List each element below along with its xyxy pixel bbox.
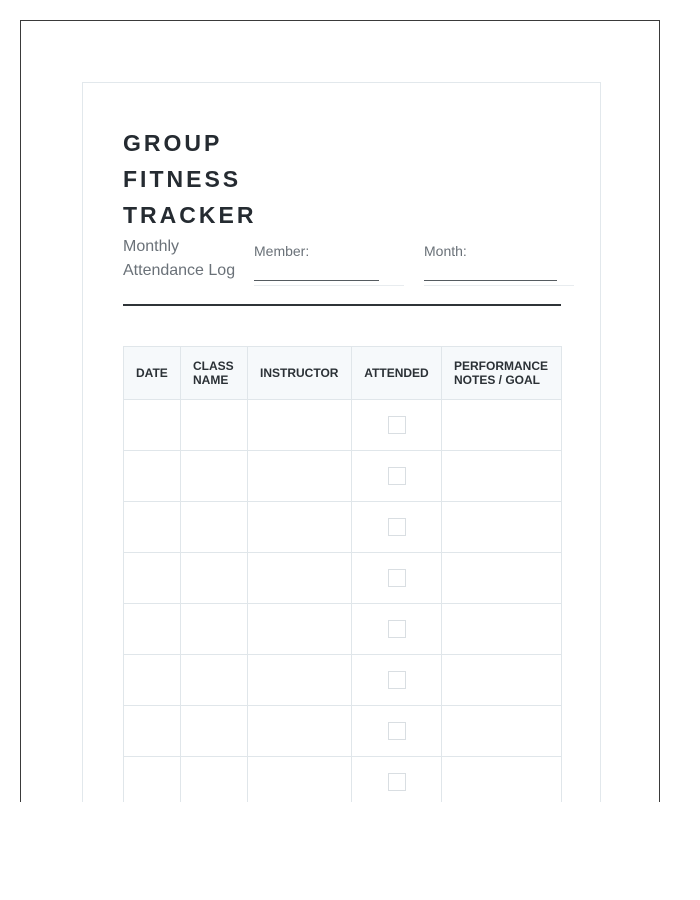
month-label: Month: [424,243,467,259]
month-input-line[interactable] [424,271,574,286]
date-cell[interactable] [124,604,181,655]
header-date: DATE [124,347,181,400]
header-class-name [181,347,248,400]
notes-cell[interactable] [442,451,562,502]
table-row [124,502,562,553]
notes-cell[interactable] [442,604,562,655]
table-row [124,757,562,803]
instructor-cell[interactable] [248,502,352,553]
page-title [123,125,256,233]
class-name-cell[interactable] [181,553,248,604]
date-cell[interactable] [124,706,181,757]
attended-cell[interactable] [352,451,442,502]
table-row [124,655,562,706]
date-cell[interactable] [124,757,181,803]
attendance-table [123,346,562,802]
date-cell[interactable] [124,502,181,553]
attended-cell[interactable] [352,502,442,553]
attended-checkbox[interactable] [388,518,406,536]
table-row [124,604,562,655]
class-name-cell[interactable] [181,502,248,553]
page-subtitle: Monthly Attendance Log [123,238,236,279]
notes-cell[interactable] [442,757,562,803]
instructor-cell[interactable] [248,604,352,655]
class-name-cell[interactable] [181,655,248,706]
attended-checkbox[interactable] [388,569,406,587]
attended-cell[interactable] [352,400,442,451]
attended-cell[interactable] [352,706,442,757]
instructor-cell[interactable] [248,706,352,757]
date-cell[interactable] [124,655,181,706]
header-notes-text: PERFORMANCE NOTES / GOAL [454,359,549,387]
instructor-cell[interactable] [248,451,352,502]
class-name-cell[interactable] [181,604,248,655]
instructor-cell[interactable] [248,655,352,706]
notes-cell[interactable] [442,655,562,706]
attended-checkbox[interactable] [388,773,406,791]
member-label: Member: [254,243,310,259]
title-line-3: TRACKER [123,202,257,228]
table-row [124,706,562,757]
notes-cell[interactable] [442,502,562,553]
header-instructor: INSTRUCTOR [248,347,352,400]
notes-cell[interactable] [442,706,562,757]
class-name-cell[interactable] [181,757,248,803]
attended-checkbox[interactable] [388,671,406,689]
tracker-sheet [82,82,601,802]
header-class-name-text: CLASS NAME [193,359,234,387]
attended-cell[interactable] [352,757,442,803]
date-cell[interactable] [124,451,181,502]
notes-cell[interactable] [442,553,562,604]
header-attended: ATTENDED [352,347,442,400]
table-header-row [124,347,562,400]
date-cell[interactable] [124,400,181,451]
title-line-2: FITNESS [123,166,242,192]
title-line-1: GROUP [123,130,223,156]
table-row [124,553,562,604]
table-row [124,451,562,502]
attended-checkbox[interactable] [388,620,406,638]
notes-cell[interactable] [442,400,562,451]
class-name-cell[interactable] [181,400,248,451]
instructor-cell[interactable] [248,553,352,604]
attended-checkbox[interactable] [388,722,406,740]
class-name-cell[interactable] [181,451,248,502]
attended-checkbox[interactable] [388,467,406,485]
instructor-cell[interactable] [248,400,352,451]
header-divider [123,304,561,306]
instructor-cell[interactable] [248,757,352,803]
member-field[interactable] [254,243,404,286]
date-cell[interactable] [124,553,181,604]
header-notes [442,347,562,400]
attended-cell[interactable] [352,604,442,655]
attended-cell[interactable] [352,655,442,706]
class-name-cell[interactable] [181,706,248,757]
attended-checkbox[interactable] [388,416,406,434]
page-frame [20,20,660,802]
month-field[interactable] [424,243,574,286]
attendance-table-body [124,400,562,803]
attended-cell[interactable] [352,553,442,604]
table-row [124,400,562,451]
member-input-line[interactable] [254,271,404,286]
